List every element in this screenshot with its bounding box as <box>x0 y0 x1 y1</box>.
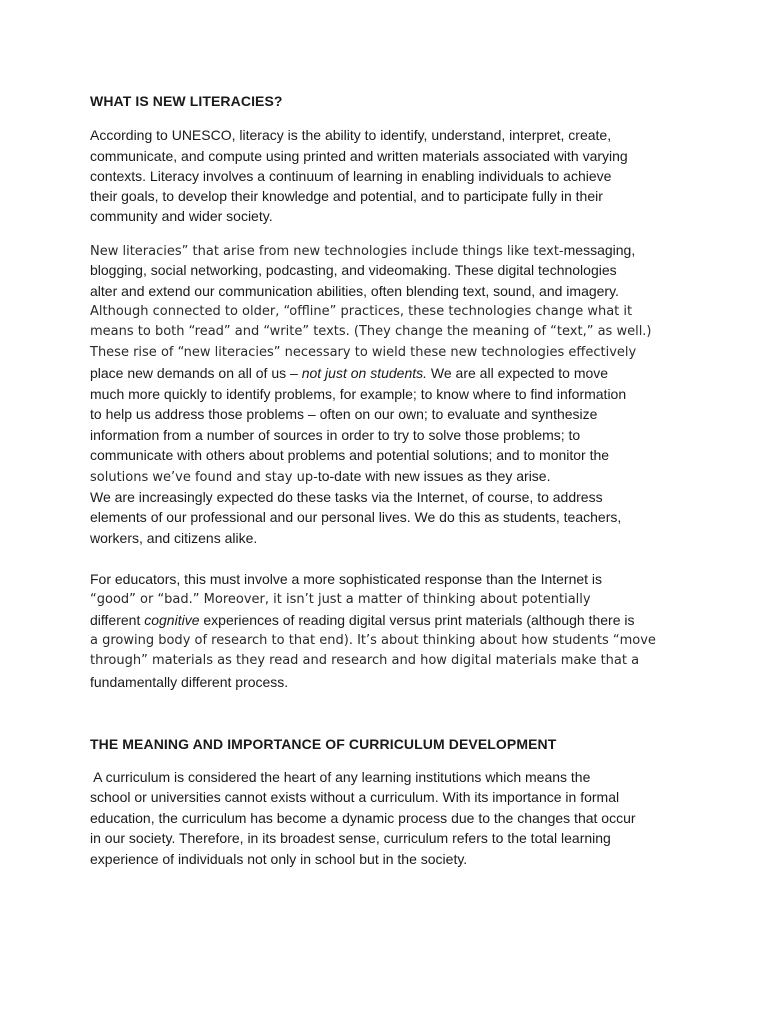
text-line: communicate with others about problems and potential solutions; and to monitor the <box>90 447 610 463</box>
text-line: their goals, to develop their knowledge and potential, and to participate fully in their <box>90 188 603 204</box>
text-line: “good” or “bad.” Moreover, it isn’t just a matter of thinking about potentially <box>90 592 591 607</box>
text-line: fundamentally different process. <box>90 674 289 690</box>
text-line: A curriculum is considered the heart of any learning institutions which means the <box>90 769 591 785</box>
emphasis-text: cognitive <box>144 612 200 628</box>
text-line: a growing body of research to that end). It’s about thinking about how students “move <box>90 633 656 648</box>
text-line: These rise of “new literacies” necessary to wield these new technologies effectively <box>90 345 637 360</box>
text-line: blogging, social networking, podcasting, and videomaking. These digital technologies <box>90 262 617 278</box>
text-line: through” materials as they read and research and how digital materials make that a <box>90 653 640 668</box>
text-span: solutions we’ve found and stay up- <box>90 470 318 485</box>
text-line: Although connected to older, “offline” practices, these technologies change what it <box>90 304 633 319</box>
text-line: experience of individuals not only in school but in the society. <box>90 851 468 867</box>
text-line <box>90 610 635 630</box>
text-line: to help us address those problems – often on our own; to evaluate and synthesize <box>90 406 598 422</box>
text-line: contexts. Literacy involves a continuum of learning in enabling individuals to achieve <box>90 168 612 184</box>
text-line: elements of our professional and our personal lives. We do this as students, teachers, <box>90 509 622 525</box>
text-line <box>90 240 635 262</box>
emphasis-text: not just on students. <box>301 365 428 381</box>
section-heading-curriculum-development: THE MEANING AND IMPORTANCE OF CURRICULUM DEVELOPMENT <box>90 736 557 752</box>
text-span: messaging, <box>563 242 636 258</box>
text-line: For educators, this must involve a more sophisticated response than the Internet is <box>90 571 603 587</box>
text-span: We are all expected to move <box>427 365 609 381</box>
text-span: New literacies” that arise from new technologies include things like text- <box>90 244 564 259</box>
text-line: community and wider society. <box>90 208 273 224</box>
text-line: means to both “read” and “write” texts. (They change the meaning of “text,” as well.) <box>90 324 652 339</box>
text-span: place new demands on all of us – <box>90 365 302 381</box>
text-line <box>90 466 550 488</box>
text-line: alter and extend our communication abilities, often blending text, sound, and imagery. <box>90 283 619 299</box>
text-line: We are increasingly expected do these tasks via the Internet, of course, to address <box>90 489 603 505</box>
text-span: to-date with new issues as they arise. <box>317 468 551 484</box>
text-span: different <box>90 612 145 628</box>
text-span: experiences of reading digital versus print materials (although there is <box>199 612 635 628</box>
text-line: education, the curriculum has become a dynamic process due to the changes that occur <box>90 810 636 826</box>
text-line: communicate, and compute using printed and written materials associated with varying <box>90 148 628 164</box>
text-line: According to UNESCO, literacy is the ability to identify, understand, interpret, create, <box>90 127 612 143</box>
text-line: school or universities cannot exists without a curriculum. With its importance in formal <box>90 789 620 805</box>
text-line <box>90 363 608 383</box>
text-line: information from a number of sources in order to try to solve those problems; to <box>90 427 581 443</box>
text-line: in our society. Therefore, in its broadest sense, curriculum refers to the total learning <box>90 830 611 846</box>
text-line: much more quickly to identify problems, for example; to know where to find information <box>90 386 627 402</box>
section-heading-new-literacies: WHAT IS NEW LITERACIES? <box>90 93 283 109</box>
text-line: workers, and citizens alike. <box>90 530 258 546</box>
